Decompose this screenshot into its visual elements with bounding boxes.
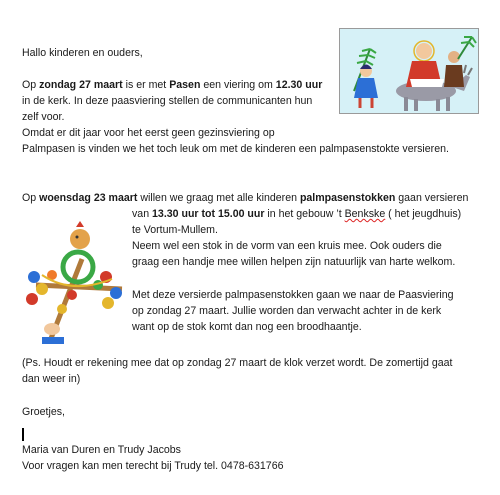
- palm-cross-illustration: [22, 219, 126, 344]
- signature-contact: Voor vragen kan men terecht bij Trudy tel. 0478-631766: [22, 460, 284, 472]
- jesus-on-donkey-image: [340, 29, 478, 113]
- signature-names: Maria van Duren en Trudy Jacobs: [22, 444, 181, 456]
- para1-line5: Palmpasen is vinden we het toch leuk om met de kinderen een palmpasenstokte versieren.: [22, 143, 449, 155]
- para1-line2: in de kerk. In deze paasviering stellen de communicanten hun: [22, 95, 313, 107]
- para1-line4: Omdat er dit jaar voor het eerst geen gezinsviering op: [22, 127, 275, 139]
- closing: Groetjes,: [22, 406, 65, 418]
- para2-line5: graag een handje mee willen helpen zijn natuurlijk van harte welkom.: [132, 256, 456, 268]
- note-line2: dan weer in): [22, 373, 81, 385]
- para2-line3: te Vortum-Mullem.: [132, 224, 218, 236]
- palmpasenstok-image: [22, 219, 126, 344]
- para3-line3: want op de stok komt dan nog een broodhaantje.: [132, 321, 362, 333]
- para3-line1: Met deze versierde palmpasenstokken gaan we naar de Paasviering: [132, 289, 454, 301]
- greeting: Hallo kinderen en ouders,: [22, 47, 143, 59]
- para1-line1: Op zondag 27 maart is er met Pasen een viering om 12.30 uur: [22, 79, 323, 91]
- para2-line1: Op woensdag 23 maart willen we graag met alle kinderen palmpasenstokken gaan versieren: [22, 192, 469, 204]
- para2-line4: Neem wel een stok in de vorm van een kruis mee. Ook ouders die: [132, 240, 442, 252]
- text-cursor: [22, 428, 24, 441]
- palm-sunday-illustration: [339, 28, 479, 114]
- note-line1: (Ps. Houdt er rekening mee dat op zondag 27 maart de klok verzet wordt. De zomertijd gaat: [22, 357, 453, 369]
- para1-line3: zelf voor.: [22, 111, 65, 123]
- para3-line2: op zondag 27 maart. Jullie worden dan verwacht achter in de kerk: [132, 305, 442, 317]
- para2-line2: van 13.30 uur tot 15.00 uur in het gebouw ’t Benkske ( het jeugdhuis): [132, 208, 462, 220]
